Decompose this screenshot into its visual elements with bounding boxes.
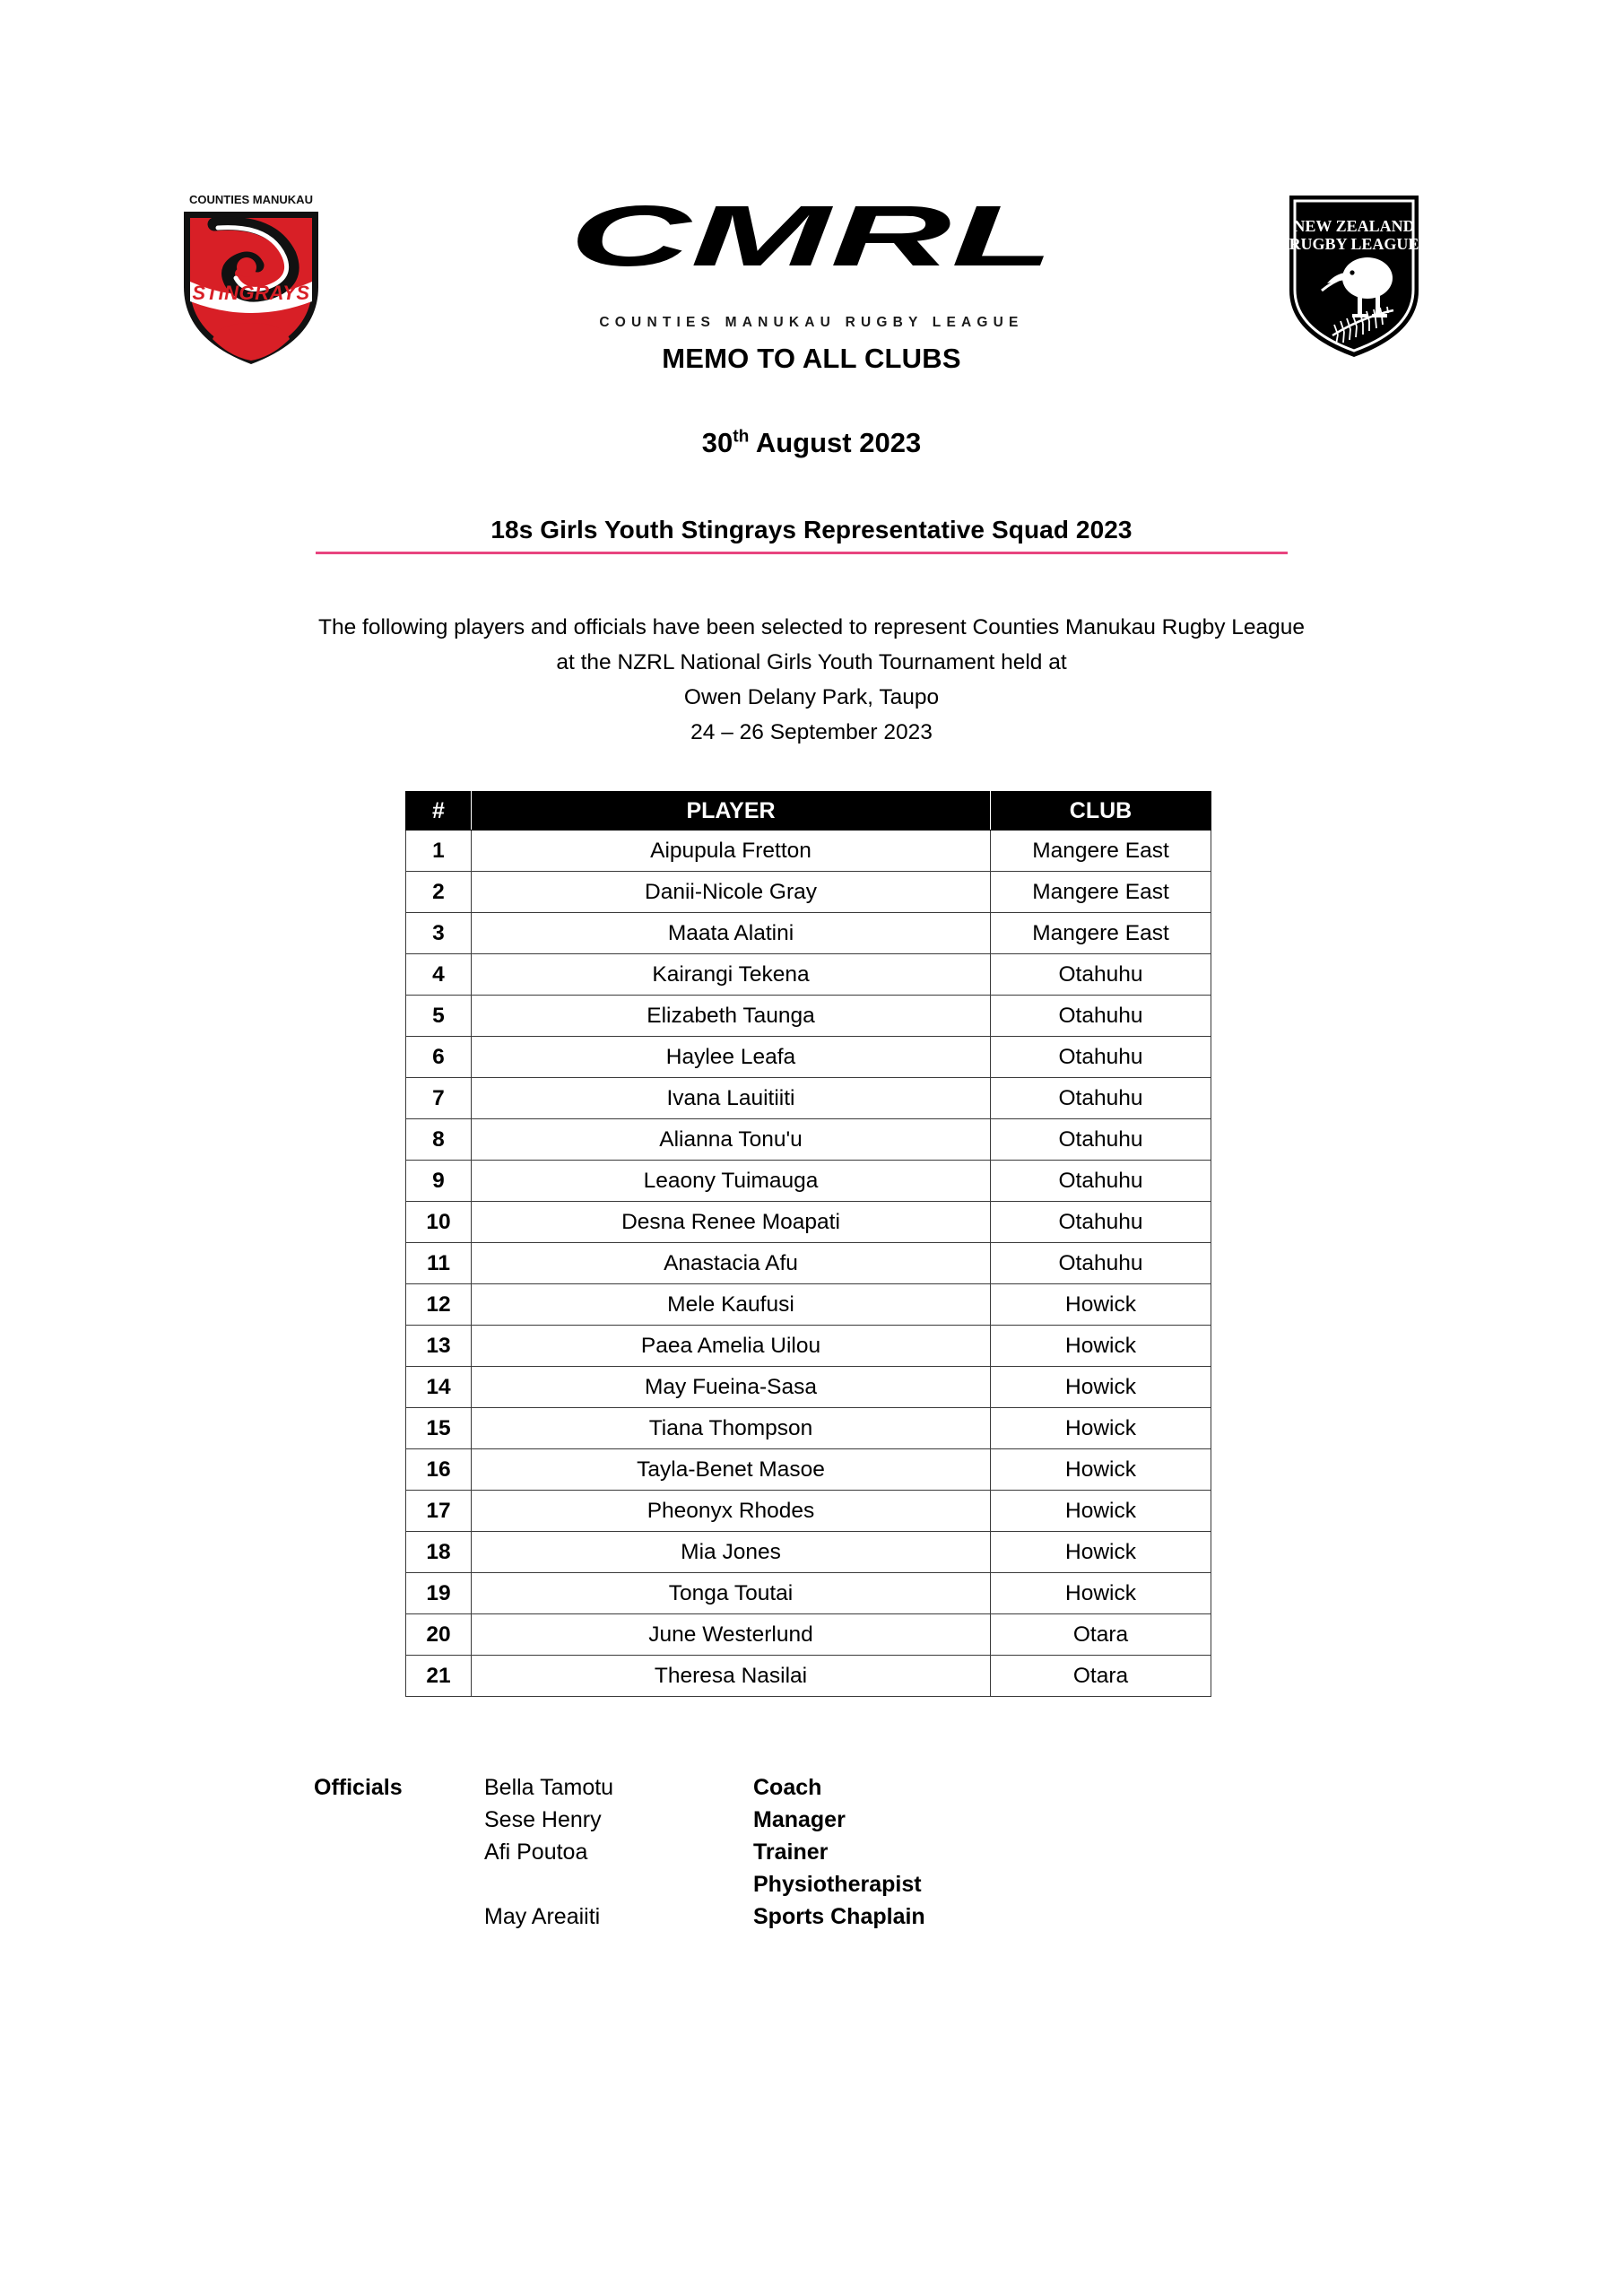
- cell-number: 9: [406, 1161, 472, 1202]
- officials-list: [484, 1771, 1076, 1933]
- table-row: [406, 913, 1211, 954]
- table-row: [406, 1408, 1211, 1449]
- cell-club: Otahuhu: [991, 1078, 1211, 1119]
- cell-club: Otahuhu: [991, 1161, 1211, 1202]
- official-role: Trainer: [753, 1839, 829, 1865]
- cell-club: Otara: [991, 1656, 1211, 1697]
- cell-player-name: Tiana Thompson: [472, 1408, 991, 1449]
- cell-club: Otahuhu: [991, 1119, 1211, 1161]
- table-row: [406, 1491, 1211, 1532]
- official-row: [484, 1836, 1076, 1868]
- official-role: Manager: [753, 1807, 846, 1832]
- cell-number: 13: [406, 1326, 472, 1367]
- squad-table: [405, 791, 1211, 1697]
- cell-player-name: Paea Amelia Uilou: [472, 1326, 991, 1367]
- table-row: [406, 831, 1211, 872]
- cell-number: 10: [406, 1202, 472, 1243]
- cell-number: 5: [406, 996, 472, 1037]
- intro-line-1: The following players and officials have been selected to represent Counties Manukau Rugby League: [317, 615, 1306, 639]
- cell-number: 14: [406, 1367, 472, 1408]
- table-row: [406, 1078, 1211, 1119]
- table-row: [406, 1573, 1211, 1614]
- crest-top-text: COUNTIES MANUKAU: [189, 193, 313, 206]
- memo-date-rest: August 2023: [749, 427, 922, 458]
- cell-club: Howick: [991, 1573, 1211, 1614]
- cell-number: 12: [406, 1284, 472, 1326]
- cell-player-name: Ivana Lauitiiti: [472, 1078, 991, 1119]
- cell-number: 3: [406, 913, 472, 954]
- cell-player-name: Aipupula Fretton: [472, 831, 991, 872]
- cell-player-name: May Fueina-Sasa: [472, 1367, 991, 1408]
- cmrl-tagline: COUNTIES MANUKAU RUGBY LEAGUE: [599, 315, 1024, 330]
- squad-table-header: [406, 792, 1211, 831]
- table-row: [406, 1367, 1211, 1408]
- official-role: Physiotherapist: [753, 1872, 922, 1897]
- cell-player-name: Maata Alatini: [472, 913, 991, 954]
- cell-club: Howick: [991, 1532, 1211, 1573]
- table-row: [406, 1037, 1211, 1078]
- cell-player-name: Desna Renee Moapati: [472, 1202, 991, 1243]
- table-row: [406, 1202, 1211, 1243]
- memo-date: [0, 427, 1623, 459]
- cell-club: Howick: [991, 1367, 1211, 1408]
- squad-table-body: [406, 831, 1211, 1697]
- cell-number: 8: [406, 1119, 472, 1161]
- table-header-row: [406, 792, 1211, 831]
- table-row: [406, 1243, 1211, 1284]
- cell-club: Mangere East: [991, 872, 1211, 913]
- intro-line-4: 24 – 26 September 2023: [690, 720, 933, 744]
- cell-club: Howick: [991, 1408, 1211, 1449]
- cell-player-name: Tonga Toutai: [472, 1573, 991, 1614]
- cell-number: 15: [406, 1408, 472, 1449]
- cell-club: Otahuhu: [991, 1037, 1211, 1078]
- cell-player-name: Leaony Tuimauga: [472, 1161, 991, 1202]
- table-row: [406, 954, 1211, 996]
- cell-club: Howick: [991, 1284, 1211, 1326]
- squad-title-container: [0, 516, 1623, 544]
- cmrl-wordmark-icon: [556, 199, 1067, 276]
- memo-date-ordinal-suffix: th: [733, 427, 750, 447]
- cell-club: Otara: [991, 1614, 1211, 1656]
- official-name: Bella Tamotu: [484, 1775, 614, 1800]
- official-name: May Areaiiti: [484, 1904, 601, 1929]
- nzrl-line1: NEW ZEALAND: [1293, 217, 1415, 235]
- cell-player-name: Anastacia Afu: [472, 1243, 991, 1284]
- table-row: [406, 1656, 1211, 1697]
- cell-number: 21: [406, 1656, 472, 1697]
- cell-player-name: Pheonyx Rhodes: [472, 1491, 991, 1532]
- table-row: [406, 1119, 1211, 1161]
- cell-club: Howick: [991, 1326, 1211, 1367]
- official-name: Sese Henry: [484, 1807, 602, 1832]
- table-row: [406, 1326, 1211, 1367]
- cell-number: 18: [406, 1532, 472, 1573]
- cell-player-name: Danii-Nicole Gray: [472, 872, 991, 913]
- nzrl-line2: RUGBY LEAGUE: [1289, 235, 1419, 253]
- cell-club: Otahuhu: [991, 954, 1211, 996]
- cell-club: Mangere East: [991, 831, 1211, 872]
- official-role: Coach: [753, 1775, 822, 1800]
- cell-club: Howick: [991, 1491, 1211, 1532]
- cell-player-name: Mia Jones: [472, 1532, 991, 1573]
- cell-club: Otahuhu: [991, 1243, 1211, 1284]
- cell-number: 17: [406, 1491, 472, 1532]
- official-row: [484, 1804, 1076, 1836]
- table-row: [406, 1161, 1211, 1202]
- intro-paragraph: [0, 610, 1623, 750]
- cell-player-name: Kairangi Tekena: [472, 954, 991, 996]
- column-header-club: CLUB: [991, 792, 1211, 831]
- cell-number: 19: [406, 1573, 472, 1614]
- squad-title: 18s Girls Youth Stingrays Representative Squad 2023: [490, 516, 1133, 544]
- column-header-number: #: [406, 792, 472, 831]
- memo-date-day: 30: [701, 427, 733, 458]
- cell-player-name: June Westerlund: [472, 1614, 991, 1656]
- cell-number: 2: [406, 872, 472, 913]
- table-row: [406, 1449, 1211, 1491]
- cell-number: 16: [406, 1449, 472, 1491]
- page-title: MEMO TO ALL CLUBS: [662, 343, 961, 374]
- counties-manukau-stingrays-crest-icon: [164, 188, 339, 368]
- official-row: [484, 1900, 1076, 1933]
- cell-number: 20: [406, 1614, 472, 1656]
- cell-club: Mangere East: [991, 913, 1211, 954]
- cell-number: 6: [406, 1037, 472, 1078]
- cell-club: Otahuhu: [991, 996, 1211, 1037]
- svg-text:CMRL: CMRL: [569, 199, 1054, 276]
- intro-line-3: Owen Delany Park, Taupo: [683, 685, 940, 709]
- intro-line-2: at the NZRL National Girls Youth Tournament held at: [556, 650, 1067, 674]
- cell-player-name: Tayla-Benet Masoe: [472, 1449, 991, 1491]
- official-row: [484, 1771, 1076, 1804]
- officials-label: Officials: [314, 1775, 403, 1800]
- cell-player-name: Mele Kaufusi: [472, 1284, 991, 1326]
- title-underline-rule: [316, 552, 1288, 554]
- cmrl-logo: [556, 199, 1067, 330]
- cell-number: 7: [406, 1078, 472, 1119]
- cell-player-name: Alianna Tonu'u: [472, 1119, 991, 1161]
- cell-player-name: Haylee Leafa: [472, 1037, 991, 1078]
- official-name: Afi Poutoa: [484, 1839, 588, 1865]
- cell-player-name: Theresa Nasilai: [472, 1656, 991, 1697]
- cell-club: Howick: [991, 1449, 1211, 1491]
- official-row: [484, 1868, 1076, 1900]
- cell-number: 11: [406, 1243, 472, 1284]
- official-role: Sports Chaplain: [753, 1904, 925, 1929]
- cell-number: 1: [406, 831, 472, 872]
- cell-player-name: Elizabeth Taunga: [472, 996, 991, 1037]
- cell-club: Otahuhu: [991, 1202, 1211, 1243]
- new-zealand-rugby-league-crest-icon: [1282, 190, 1426, 361]
- column-header-player: PLAYER: [472, 792, 991, 831]
- table-row: [406, 872, 1211, 913]
- table-row: [406, 1614, 1211, 1656]
- table-row: [406, 996, 1211, 1037]
- table-row: [406, 1532, 1211, 1573]
- table-row: [406, 1284, 1211, 1326]
- cell-number: 4: [406, 954, 472, 996]
- crest-bottom-text: STINGRAYS: [192, 282, 310, 304]
